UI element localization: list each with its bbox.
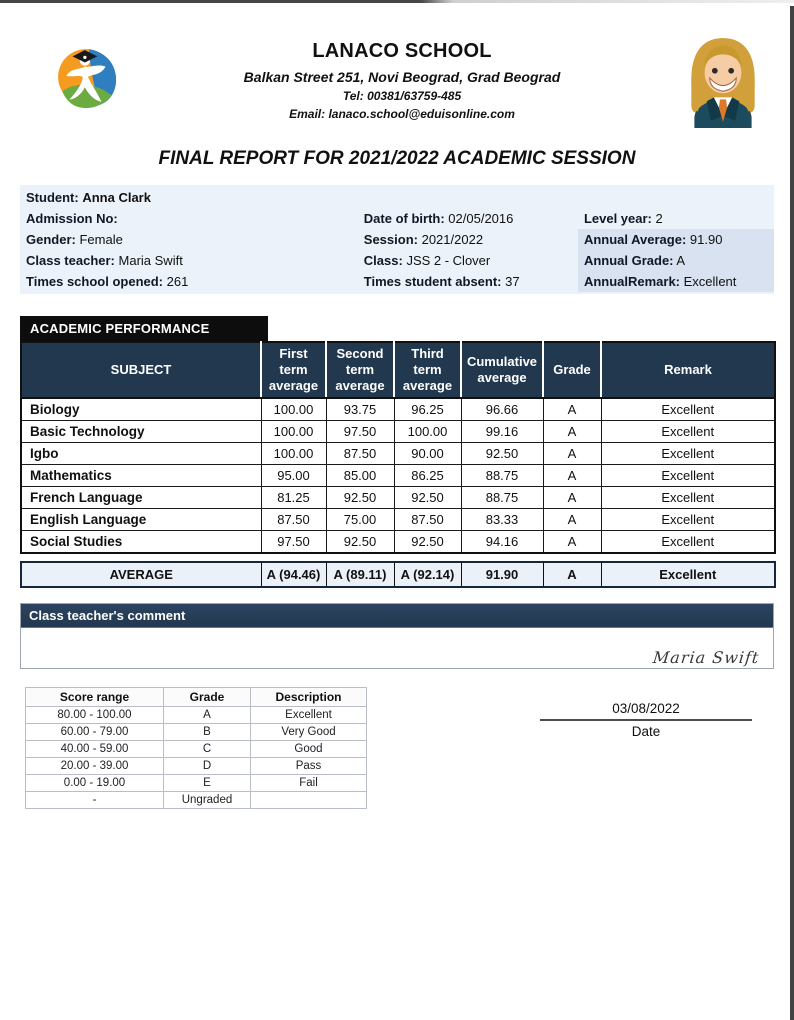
col-header-remark: Remark xyxy=(601,342,775,398)
scale-header-description: Description xyxy=(251,688,367,707)
grade-scale-row xyxy=(26,758,367,775)
teacher-signature: Maria Swift xyxy=(651,648,760,667)
grade-scale-row xyxy=(26,724,367,741)
remark-cell: Excellent xyxy=(601,398,775,421)
col-header-first-term: First term average xyxy=(261,342,326,398)
scale-grade: A xyxy=(164,707,251,724)
performance-table xyxy=(20,341,776,554)
remark-cell: Excellent xyxy=(601,465,775,487)
scale-grade: D xyxy=(164,758,251,775)
info-times-student-absent: Times student absent: 37 xyxy=(363,274,520,289)
grade-scale-row xyxy=(26,775,367,792)
remark-cell: Excellent xyxy=(601,531,775,554)
remark-cell: Excellent xyxy=(601,443,775,465)
teacher-comment-title: Class teacher's comment xyxy=(21,604,773,628)
scale-grade: E xyxy=(164,775,251,792)
col-header-subject: SUBJECT xyxy=(21,342,261,398)
scale-grade: Ungraded xyxy=(164,792,251,809)
col-header-cumulative: Cumulative average xyxy=(461,342,543,398)
info-session: Session: 2021/2022 xyxy=(363,232,484,247)
student-info-panel xyxy=(20,185,774,294)
cumulative-cell: 83.33 xyxy=(461,509,543,531)
col-header-third-term: Third term average xyxy=(394,342,461,398)
average-third-term: A (92.14) xyxy=(394,562,461,587)
grade-cell: A xyxy=(543,509,601,531)
info-times-school-opened: Times school opened: 261 xyxy=(26,274,189,289)
second-term-cell: 97.50 xyxy=(326,421,394,443)
third-term-cell: 100.00 xyxy=(394,421,461,443)
info-class: Class: JSS 2 - Clover xyxy=(363,253,491,268)
table-row xyxy=(21,398,775,421)
cumulative-cell: 94.16 xyxy=(461,531,543,554)
academic-performance-banner: ACADEMIC PERFORMANCE xyxy=(20,316,268,341)
average-first-term: A (94.46) xyxy=(261,562,326,587)
third-term-cell: 92.50 xyxy=(394,487,461,509)
school-email: Email: lanaco.school@eduisonline.com xyxy=(289,107,515,121)
scale-grade: C xyxy=(164,741,251,758)
grade-scale-row xyxy=(26,792,367,809)
third-term-cell: 96.25 xyxy=(394,398,461,421)
school-identity xyxy=(148,34,656,121)
info-level-year: Level year: 2 xyxy=(583,211,663,226)
scale-description: Excellent xyxy=(251,707,367,724)
report-title: FINAL REPORT FOR 2021/2022 ACADEMIC SESSION xyxy=(158,148,636,169)
second-term-cell: 87.50 xyxy=(326,443,394,465)
cumulative-cell: 96.66 xyxy=(461,398,543,421)
school-phone: Tel: 00381/63759-485 xyxy=(342,89,462,103)
col-header-second-term: Second term average xyxy=(326,342,394,398)
student-info-col-right xyxy=(578,187,774,292)
report-date: 03/08/2022 xyxy=(540,701,752,721)
scale-description: Good xyxy=(251,741,367,758)
remark-cell: Excellent xyxy=(601,421,775,443)
table-row xyxy=(21,443,775,465)
scale-header-range: Score range xyxy=(26,688,164,707)
table-row xyxy=(21,421,775,443)
first-term-cell: 100.00 xyxy=(261,443,326,465)
subject-cell: English Language xyxy=(21,509,261,531)
third-term-cell: 92.50 xyxy=(394,531,461,554)
cumulative-cell: 99.16 xyxy=(461,421,543,443)
scale-description: Very Good xyxy=(251,724,367,741)
first-term-cell: 81.25 xyxy=(261,487,326,509)
student-avatar xyxy=(680,34,766,128)
school-logo-icon xyxy=(55,44,121,112)
school-name: LANACO SCHOOL xyxy=(312,40,492,62)
subject-cell: Social Studies xyxy=(21,531,261,554)
scale-range: 20.00 - 39.00 xyxy=(26,758,164,775)
average-label: AVERAGE xyxy=(21,562,261,587)
scale-range: 60.00 - 79.00 xyxy=(26,724,164,741)
subject-cell: Biology xyxy=(21,398,261,421)
subject-cell: Basic Technology xyxy=(21,421,261,443)
info-gender: Gender: Female xyxy=(26,232,123,247)
scale-header-grade: Grade xyxy=(164,688,251,707)
grade-scale-row xyxy=(26,741,367,758)
scale-range: 40.00 - 59.00 xyxy=(26,741,164,758)
second-term-cell: 85.00 xyxy=(326,465,394,487)
first-term-cell: 87.50 xyxy=(261,509,326,531)
first-term-cell: 97.50 xyxy=(261,531,326,554)
first-term-cell: 95.00 xyxy=(261,465,326,487)
info-class-teacher: Class teacher: Maria Swift xyxy=(26,253,183,268)
cumulative-cell: 88.75 xyxy=(461,465,543,487)
info-annual-remark: AnnualRemark: Excellent xyxy=(578,271,774,292)
third-term-cell: 87.50 xyxy=(394,509,461,531)
bottom-section xyxy=(20,687,774,817)
subject-cell: Igbo xyxy=(21,443,261,465)
date-label: Date xyxy=(631,724,661,739)
student-info-col-middle xyxy=(358,187,578,292)
grade-scale-table xyxy=(25,687,367,809)
scale-grade: B xyxy=(164,724,251,741)
info-student: Student: Anna Clark xyxy=(26,190,151,205)
third-term-cell: 86.25 xyxy=(394,465,461,487)
table-row xyxy=(21,487,775,509)
table-row xyxy=(21,509,775,531)
remark-cell: Excellent xyxy=(601,487,775,509)
average-row xyxy=(20,561,776,588)
second-term-cell: 93.75 xyxy=(326,398,394,421)
performance-header-row xyxy=(21,342,775,398)
info-admission-no: Admission No: xyxy=(26,211,118,226)
remark-cell: Excellent xyxy=(601,509,775,531)
second-term-cell: 92.50 xyxy=(326,531,394,554)
cumulative-cell: 88.75 xyxy=(461,487,543,509)
grade-cell: A xyxy=(543,421,601,443)
scale-range: 0.00 - 19.00 xyxy=(26,775,164,792)
subject-cell: French Language xyxy=(21,487,261,509)
grade-cell: A xyxy=(543,443,601,465)
second-term-cell: 92.50 xyxy=(326,487,394,509)
scale-range: - xyxy=(26,792,164,809)
subject-cell: Mathematics xyxy=(21,465,261,487)
scale-description: Pass xyxy=(251,758,367,775)
grade-cell: A xyxy=(543,531,601,554)
second-term-cell: 75.00 xyxy=(326,509,394,531)
grade-cell: A xyxy=(543,487,601,509)
school-header xyxy=(0,0,794,128)
grade-cell: A xyxy=(543,465,601,487)
average-second-term: A (89.11) xyxy=(326,562,394,587)
page-edge-right xyxy=(790,6,794,1020)
teacher-comment-section xyxy=(20,603,774,669)
scale-range: 80.00 - 100.00 xyxy=(26,707,164,724)
table-row xyxy=(21,465,775,487)
info-annual-average: Annual Average: 91.90 xyxy=(578,229,774,250)
average-remark: Excellent xyxy=(601,562,775,587)
date-block xyxy=(540,701,752,739)
grade-scale-header-row xyxy=(26,688,367,707)
average-cumulative: 91.90 xyxy=(461,562,543,587)
teacher-comment-body xyxy=(21,628,773,668)
first-term-cell: 100.00 xyxy=(261,421,326,443)
info-date-of-birth: Date of birth: 02/05/2016 xyxy=(363,211,514,226)
scale-description: Fail xyxy=(251,775,367,792)
academic-performance-section xyxy=(20,316,774,588)
first-term-cell: 100.00 xyxy=(261,398,326,421)
table-row xyxy=(21,531,775,554)
student-info-col-left xyxy=(20,187,358,292)
cumulative-cell: 92.50 xyxy=(461,443,543,465)
third-term-cell: 90.00 xyxy=(394,443,461,465)
info-annual-grade: Annual Grade: A xyxy=(578,250,774,271)
grade-scale-row xyxy=(26,707,367,724)
page-edge-top xyxy=(0,0,794,3)
school-logo xyxy=(28,34,148,112)
school-address: Balkan Street 251, Novi Beograd, Grad Beograd xyxy=(243,69,561,85)
student-avatar-icon xyxy=(680,34,766,128)
col-header-grade: Grade xyxy=(543,342,601,398)
grade-cell: A xyxy=(543,398,601,421)
average-grade: A xyxy=(543,562,601,587)
scale-description xyxy=(251,792,367,809)
